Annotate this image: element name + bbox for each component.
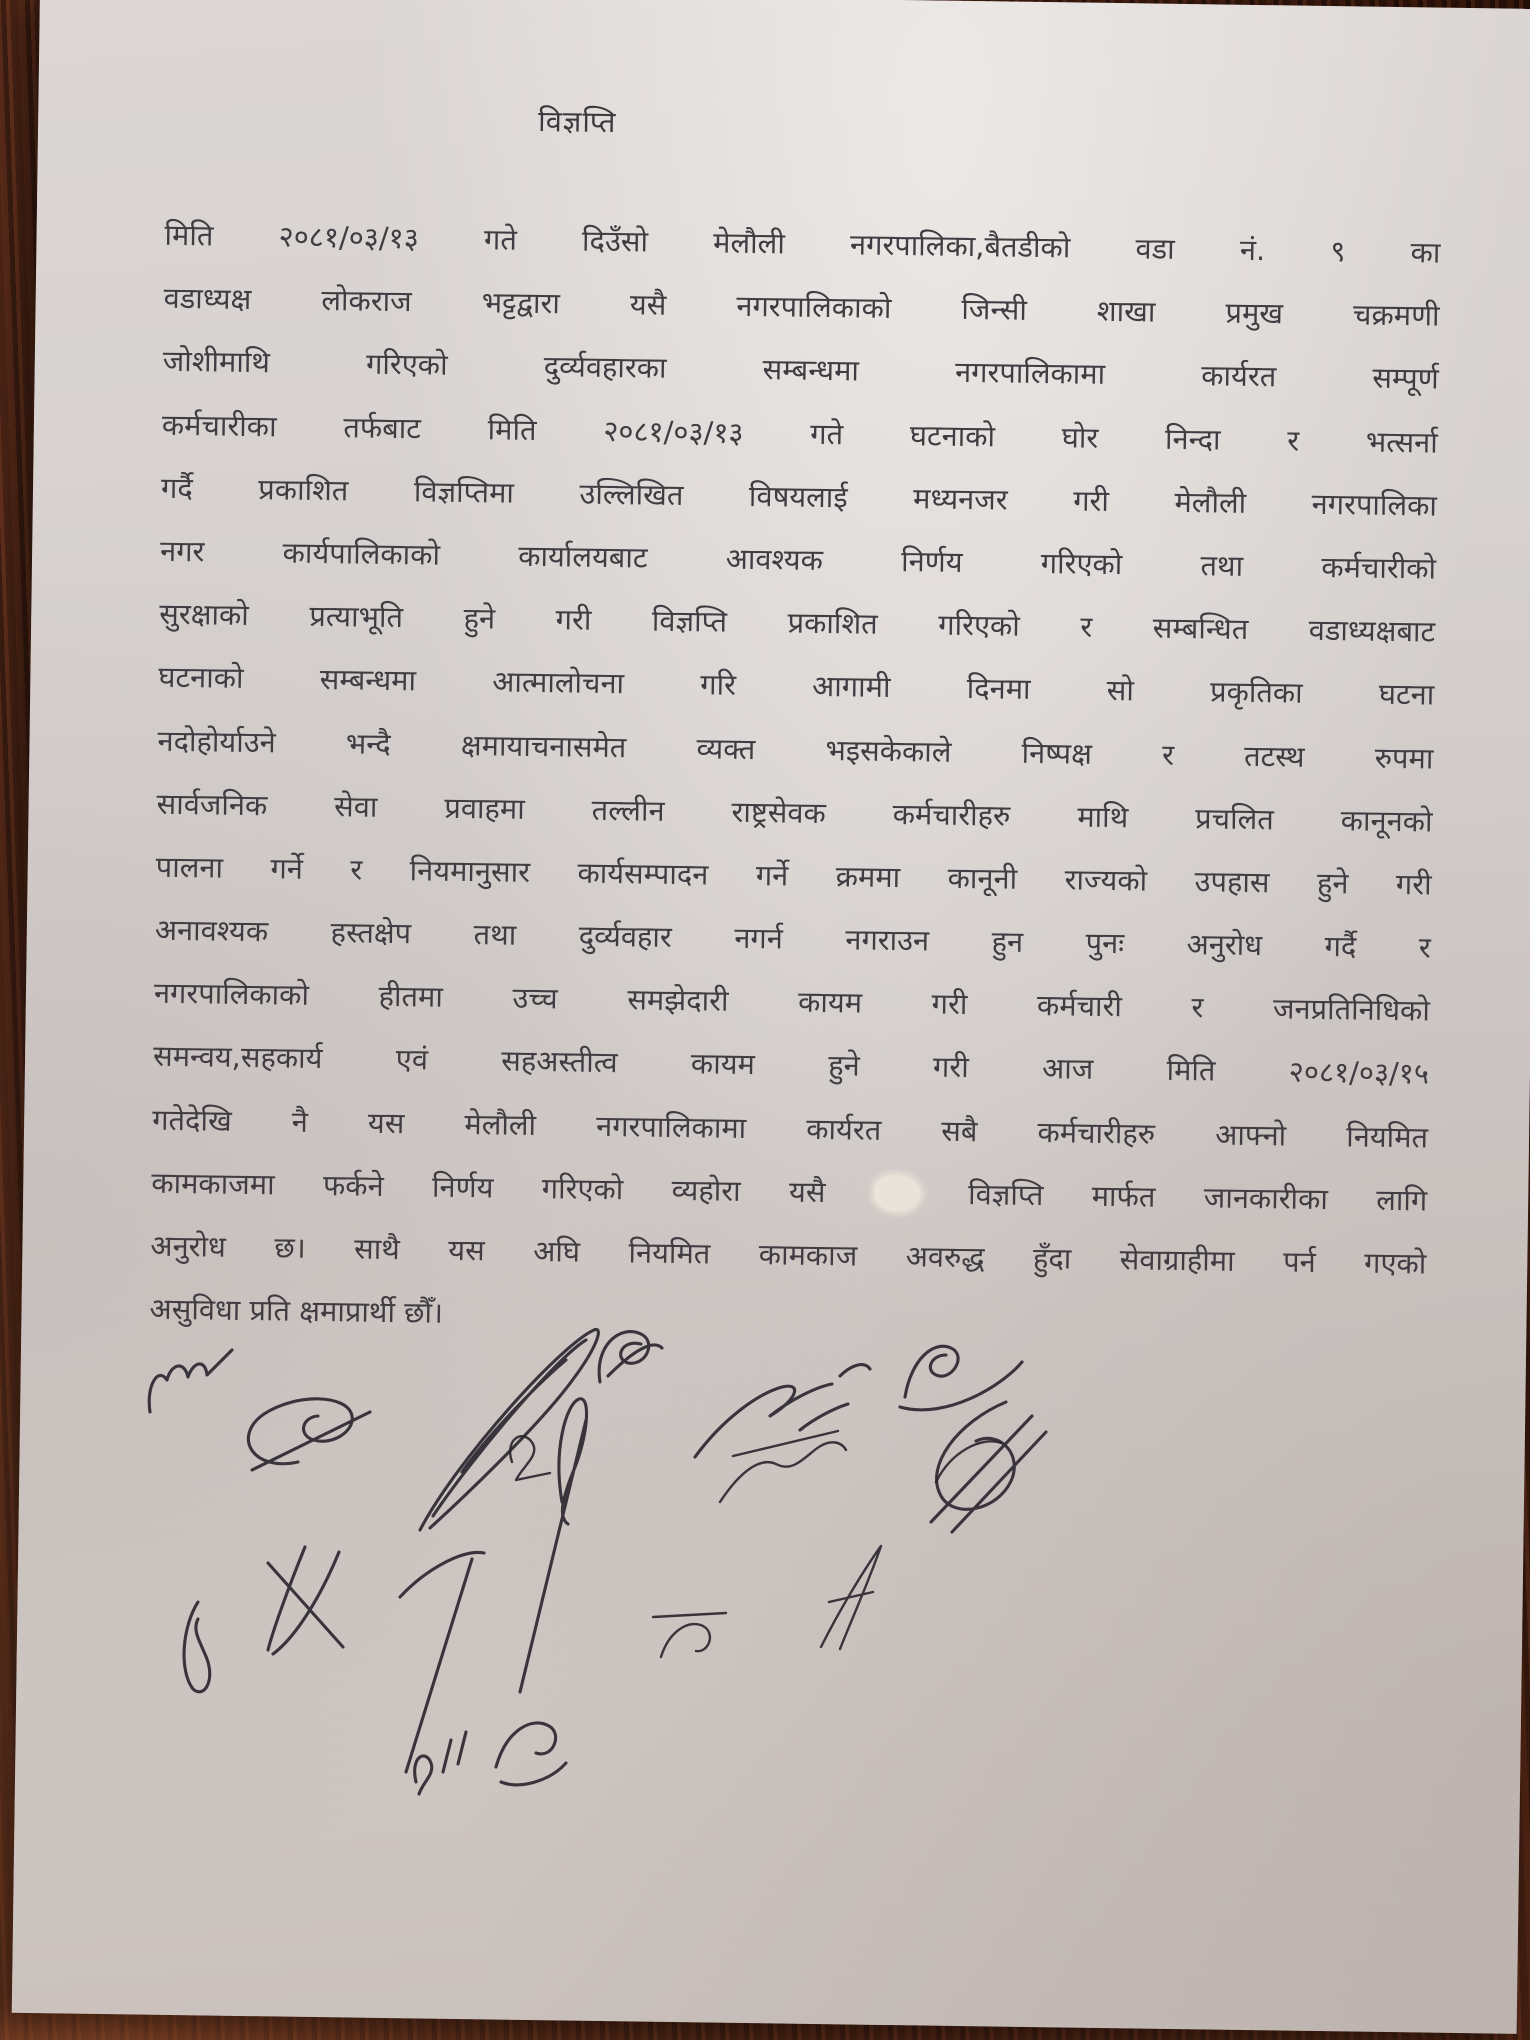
notice-line: अनावश्यक हस्तक्षेप तथा दुर्व्यवहार नगर्न नगराउन हुन पुनः अनुरोध गर्दै र <box>154 912 1431 965</box>
notice-body <box>149 204 1441 1359</box>
notice-line: जोशीमाथि गरिएको दुर्व्यवहारका सम्बन्धमा नगरपालिकामा कार्यरत सम्पूर्ण <box>162 344 1439 396</box>
notice-line: मिति २०८१/०३/१३ गते दिउँसो मेलौली नगरपालिका,बैतडीको वडा नं. ९ का <box>164 217 1441 270</box>
notice-title-text: विज्ञप्ति <box>537 103 617 140</box>
signature-scribble <box>268 1547 343 1654</box>
notice-line: नगर कार्यपालिकाको कार्यालयबाट आवश्यक निर्णय गरिएको तथा कर्मचारीको <box>159 533 1437 586</box>
notice-line: गर्दै प्रकाशित विज्ञप्तिमा उल्लिखित विषयलाई मध्यनजर गरी मेलौली नगरपालिका <box>160 470 1438 523</box>
notice-title <box>538 101 617 141</box>
signature-scribble <box>400 1552 484 1794</box>
notice-line: असुविधा प्रति क्षमाप्रार्थी छौँ। <box>149 1291 444 1330</box>
signature-scribble <box>496 1723 566 1785</box>
signature-scribble <box>184 1602 210 1692</box>
notice-line: वडाध्यक्ष लोकराज भट्टद्वारा यसै नगरपालिकाको जिन्सी शाखा प्रमुख चक्रमणी <box>163 280 1440 333</box>
notice-line-text: कामकाजमा फर्कने निर्णय गरिएको व्यहोरा यसै <box>151 1165 826 1209</box>
signature-scribble <box>821 1546 881 1649</box>
signature-scribble <box>149 1350 232 1412</box>
whiteout-correction-mark <box>874 1175 920 1212</box>
notice-line: कर्मचारीका तर्फबाट मिति २०८१/०३/१३ गते घटनाको घोर निन्दा र भत्सर्ना <box>161 407 1439 460</box>
signature-scribble <box>248 1399 370 1470</box>
signatures-block <box>0 1300 1530 2040</box>
signature-scribble <box>900 1346 1022 1410</box>
signature-scribble <box>420 1329 598 1530</box>
notice-line: समन्वय,सहकार्य एवं सहअस्तीत्व कायम हुने गरी आज मिति २०८१/०३/१५ <box>152 1039 1430 1091</box>
notice-line: गतेदेखि नै यस मेलौली नगरपालिकामा कार्यरत सबै कर्मचारीहरु आफ्नो नियमित <box>151 1102 1429 1155</box>
notice-line: सुरक्षाको प्रत्याभूति हुने गरी विज्ञप्ति प्रकाशित गरिएको र सम्बन्धित वडाध्यक्षबाट <box>159 596 1436 649</box>
signature-scribble <box>520 1399 587 1692</box>
signature-scribble <box>931 1402 1046 1532</box>
notice-line: नदोहोर्याउने भन्दै क्षमायाचनासमेत व्यक्त भइसकेकाले निष्पक्ष र तटस्थ रुपमा <box>157 723 1434 776</box>
notice-line: घटनाको सम्बन्धमा आत्मालोचना गरि आगामी दिनमा सो प्रकृतिका घटना <box>158 660 1435 712</box>
signature-scribble <box>653 1613 726 1657</box>
notice-line: अनुरोध छ। साथै यस अघि नियमित कामकाज अवरुद्ध हुँदा सेवाग्राहीमा पर्न गएको <box>150 1228 1427 1281</box>
signature-scribble <box>720 1431 846 1502</box>
notice-line-text: विज्ञप्ति मार्फत जानकारीका लागि <box>967 1176 1428 1218</box>
notice-line: नगरपालिकाको हीतमा उच्च समझेदारी कायम गरी कर्मचारी र जनप्रतिनिधिको <box>153 975 1431 1028</box>
signature-scribble <box>599 1332 662 1382</box>
notice-line: पालना गर्ने र नियमानुसार कार्यसम्पादन गर्ने क्रममा कानूनी राज्यको उपहास हुने गरी <box>155 849 1432 902</box>
notice-line: सार्वजनिक सेवा प्रवाहमा तल्लीन राष्ट्रसेवक कर्मचारीहरु माथि प्रचलित कानूनको <box>156 786 1433 839</box>
